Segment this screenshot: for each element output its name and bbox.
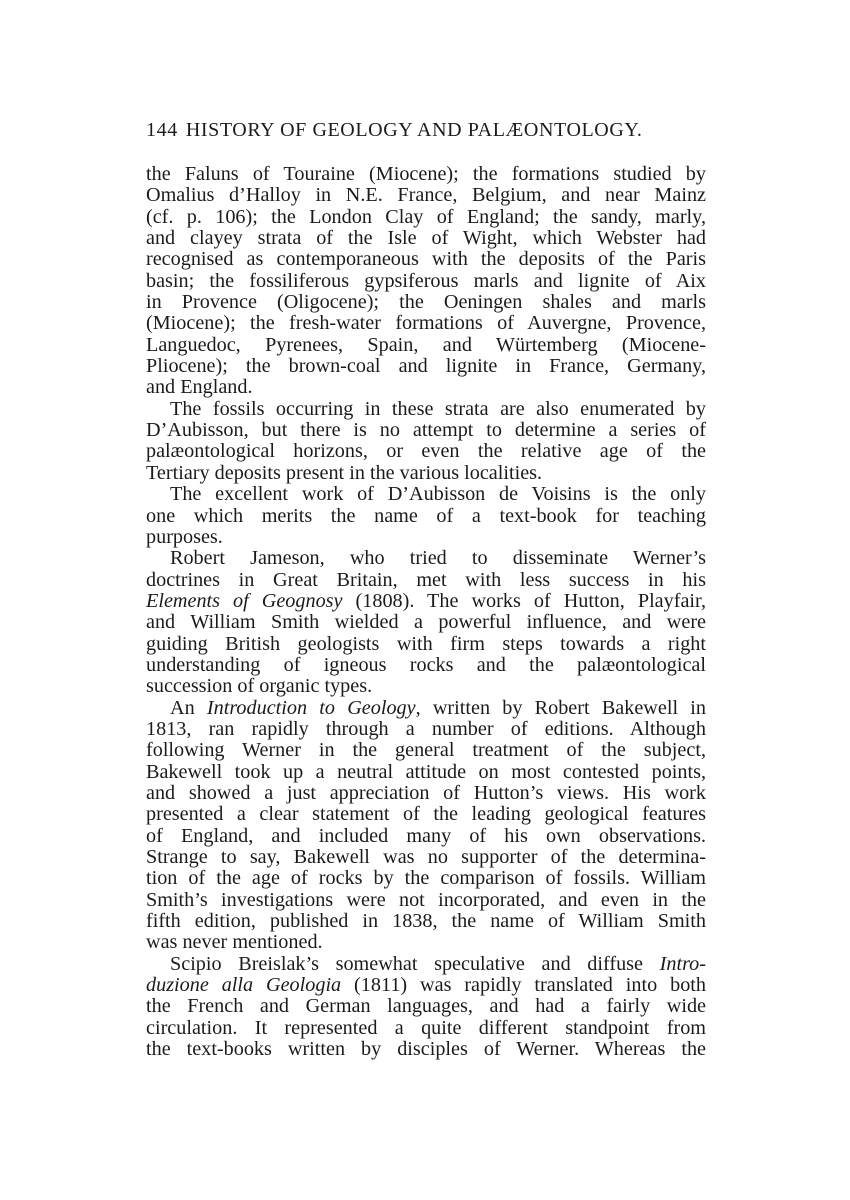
text-line: recognised as contemporaneous with the deposits of the Paris: [146, 248, 706, 271]
text-line: Robert Jameson, who tried to disseminate Werner’s: [170, 547, 706, 570]
text-line: and England.: [146, 376, 253, 399]
text-line: was never mentioned.: [146, 931, 323, 954]
text-line: circulation. It represented a quite different standpoint from: [146, 1016, 706, 1039]
text-line: palæontological horizons, or even the relative age of the: [146, 440, 706, 463]
text-line: Scipio Breislak’s somewhat speculative and diffuse Intro-: [170, 952, 706, 975]
text-line: guiding British geologists with firm steps towards a right: [146, 632, 706, 655]
text-line: duzione alla Geologia (1811) was rapidly translated into both: [146, 974, 706, 997]
book-title: Introduction to Geology: [206, 696, 416, 719]
text-line: (Miocene); the fresh-water formations of Auvergne, Provence,: [146, 312, 706, 335]
text-line: purposes.: [146, 525, 223, 548]
paragraph-2: [146, 399, 706, 484]
page-number: 144: [146, 119, 178, 141]
text-line: tion of the age of rocks by the comparison of fossils. William: [146, 867, 706, 890]
text-line: following Werner in the general treatment of the subject,: [146, 739, 706, 762]
text-line: the French and German languages, and had a fairly wide: [146, 995, 706, 1018]
text-line: understanding of igneous rocks and the palæontological: [146, 653, 706, 676]
book-title: Intro-: [659, 952, 706, 975]
text-line: basin; the fossiliferous gypsiferous marls and lignite of Aix: [146, 269, 706, 292]
text-line: presented a clear statement of the leading geological features: [146, 803, 706, 826]
text-line: Smith’s investigations were not incorporated, and even in the: [146, 888, 706, 911]
text-line: Omalius d’Halloy in N.E. France, Belgium, and near Mainz: [146, 184, 706, 207]
running-head: [146, 118, 706, 142]
text-line: (cf. p. 106); the London Clay of England; the sandy, marly,: [146, 205, 706, 228]
paragraph-6: [146, 954, 706, 1061]
text-line: Elements of Geognosy (1808). The works of Hutton, Playfair,: [146, 589, 706, 612]
text-line: Strange to say, Bakewell was no supporter of the determina-: [146, 846, 706, 868]
text-line: The excellent work of D’Aubisson de Voisins is the only: [170, 483, 706, 506]
text-line: in Provence (Oligocene); the Oeningen shales and marls: [146, 291, 706, 314]
text-line: Tertiary deposits present in the various localities.: [146, 461, 543, 484]
book-title: Elements of Geognosy: [146, 589, 343, 612]
text-line: Bakewell took up a neutral attitude on most contested points,: [146, 760, 706, 783]
text-line: fifth edition, published in 1838, the name of William Smith: [146, 910, 706, 933]
book-title: duzione alla Geologia: [146, 974, 342, 997]
paragraph-3: [146, 484, 706, 548]
text-line: doctrines in Great Britain, met with less success in his: [146, 568, 706, 591]
body-text: [146, 164, 706, 1060]
text-line: and William Smith wielded a powerful influence, and were: [146, 611, 706, 634]
text-line: 1813, ran rapidly through a number of editions. Although: [146, 717, 706, 740]
paragraph-1: [146, 164, 706, 399]
text-line: and showed a just appreciation of Hutton’s views. His work: [146, 781, 706, 804]
text-line: Languedoc, Pyrenees, Spain, and Würtemberg (Miocene-: [146, 333, 706, 356]
text-line: and clayey strata of the Isle of Wight, which Webster had: [146, 227, 706, 250]
text-line: the text-books written by disciples of Werner. Whereas the: [146, 1038, 706, 1061]
paragraph-4: [146, 548, 706, 697]
text-line: of England, and included many of his own observations.: [146, 824, 706, 847]
text-line: one which merits the name of a text-book for teaching: [146, 504, 706, 527]
text-line: succession of organic types.: [146, 675, 373, 698]
text-line: the Faluns of Touraine (Miocene); the formations studied by: [146, 163, 706, 185]
text-line: D’Aubisson, but there is no attempt to determine a series of: [146, 419, 706, 442]
paragraph-5: [146, 698, 706, 954]
text-line: The fossils occurring in these strata are also enumerated by: [170, 397, 706, 420]
text-line: Pliocene); the brown-coal and lignite in France, Germany,: [146, 355, 706, 378]
text-line: An Introduction to Geology, written by Robert Bakewell in: [170, 696, 706, 719]
running-title: HISTORY OF GEOLOGY AND PALÆONTOLOGY.: [185, 119, 643, 141]
